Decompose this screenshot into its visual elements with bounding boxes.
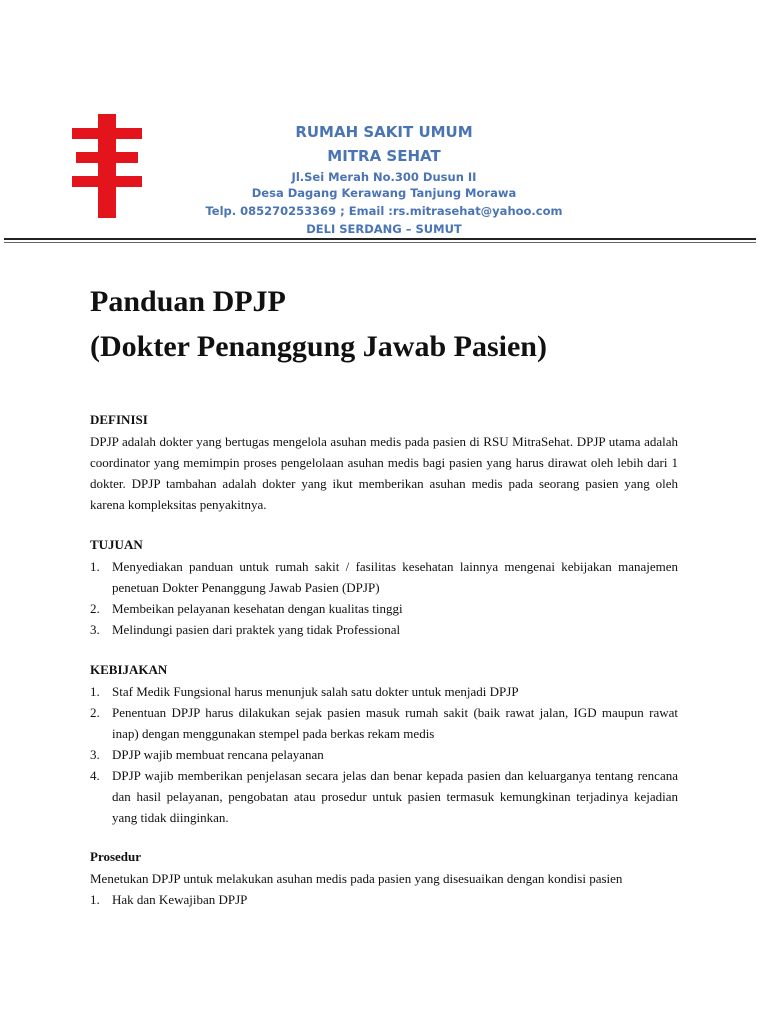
list-item: [90, 681, 678, 702]
list-number: 3.: [90, 622, 100, 637]
list-number: 1.: [90, 892, 100, 907]
list-item: [90, 765, 678, 828]
list-item: [90, 744, 678, 765]
kebijakan-heading: KEBIJAKAN: [90, 662, 168, 677]
hospital-name-line2: MITRA SEHAT: [327, 147, 441, 165]
region-line: DELI SERDANG – SUMUT: [306, 222, 462, 236]
list-number: 3.: [90, 747, 100, 762]
list-number: 4.: [90, 768, 100, 783]
tujuan-list: [90, 556, 678, 640]
document-title-line1: Panduan DPJP: [90, 285, 286, 318]
header-divider-thin: [4, 242, 756, 243]
prosedur-text: Menetukan DPJP untuk melakukan asuhan medis pada pasien yang disesuaikan dengan kondisi pasien: [90, 871, 623, 886]
hospital-name-line1: RUMAH SAKIT UMUM: [295, 123, 473, 141]
list-text: DPJP wajib memberikan penjelasan secara jelas dan benar kepada pasien dan keluarganya tentang rencana dan hasil pelayanan, pengobatan atau prosedur untuk pasien termasuk kemungkinan terjadinya kejadian yang tidak diinginkan.: [112, 768, 678, 825]
definisi-heading: DEFINISI: [90, 412, 148, 427]
list-number: 2.: [90, 601, 100, 616]
list-text: Menyediakan panduan untuk rumah sakit / fasilitas kesehatan lainnya mengenai kebijakan manajemen penetuan Dokter Penanggung Jawab Pasien (DPJP): [112, 559, 678, 595]
list-item: [90, 556, 678, 598]
list-item: [90, 702, 678, 744]
header-divider: [4, 238, 756, 240]
list-number: 1.: [90, 684, 100, 699]
kebijakan-list: [90, 681, 678, 828]
list-item: [90, 619, 678, 640]
list-number: 2.: [90, 705, 100, 720]
list-text: DPJP wajib membuat rencana pelayanan: [112, 747, 324, 762]
contact-info: Telp. 085270253369 ; Email :rs.mitrasehat@yahoo.com: [205, 204, 563, 218]
list-text: Membeikan pelayanan kesehatan dengan kualitas tinggi: [112, 601, 403, 616]
tujuan-heading: TUJUAN: [90, 537, 143, 552]
list-text: Hak dan Kewajiban DPJP: [112, 892, 248, 907]
list-number: 1.: [90, 559, 100, 574]
address-line2: Desa Dagang Kerawang Tanjung Morawa: [251, 186, 517, 200]
prosedur-heading: Prosedur: [90, 849, 142, 864]
list-item: [90, 889, 678, 910]
definisi-text: DPJP adalah dokter yang bertugas mengelola asuhan medis pada pasien di RSU MitraSehat. DPJP utama adalah coordinator yang memimpin proses pengelolaan asuhan medis bagi pasien yang harus dirawat oleh lebih dari 1 dokter. DPJP tambahan adalah dokter yang ikut memberikan asuhan medis pada seorang pasien yang oleh karena kompleksitas penyakitnya.: [90, 434, 678, 512]
list-text: Staf Medik Fungsional harus menunjuk salah satu dokter untuk menjadi DPJP: [112, 684, 519, 699]
list-item: [90, 598, 678, 619]
list-text: Melindungi pasien dari praktek yang tidak Professional: [112, 622, 401, 637]
document-title-line2: (Dokter Penanggung Jawab Pasien): [90, 330, 547, 363]
address-line1: Jl.Sei Merah No.300 Dusun II: [291, 170, 477, 184]
list-text: Penentuan DPJP harus dilakukan sejak pasien masuk rumah sakit (baik rawat jalan, IGD maupun rawat inap) dengan menggunakan stempel pada berkas rekam medis: [112, 705, 678, 741]
prosedur-list: [90, 889, 678, 910]
